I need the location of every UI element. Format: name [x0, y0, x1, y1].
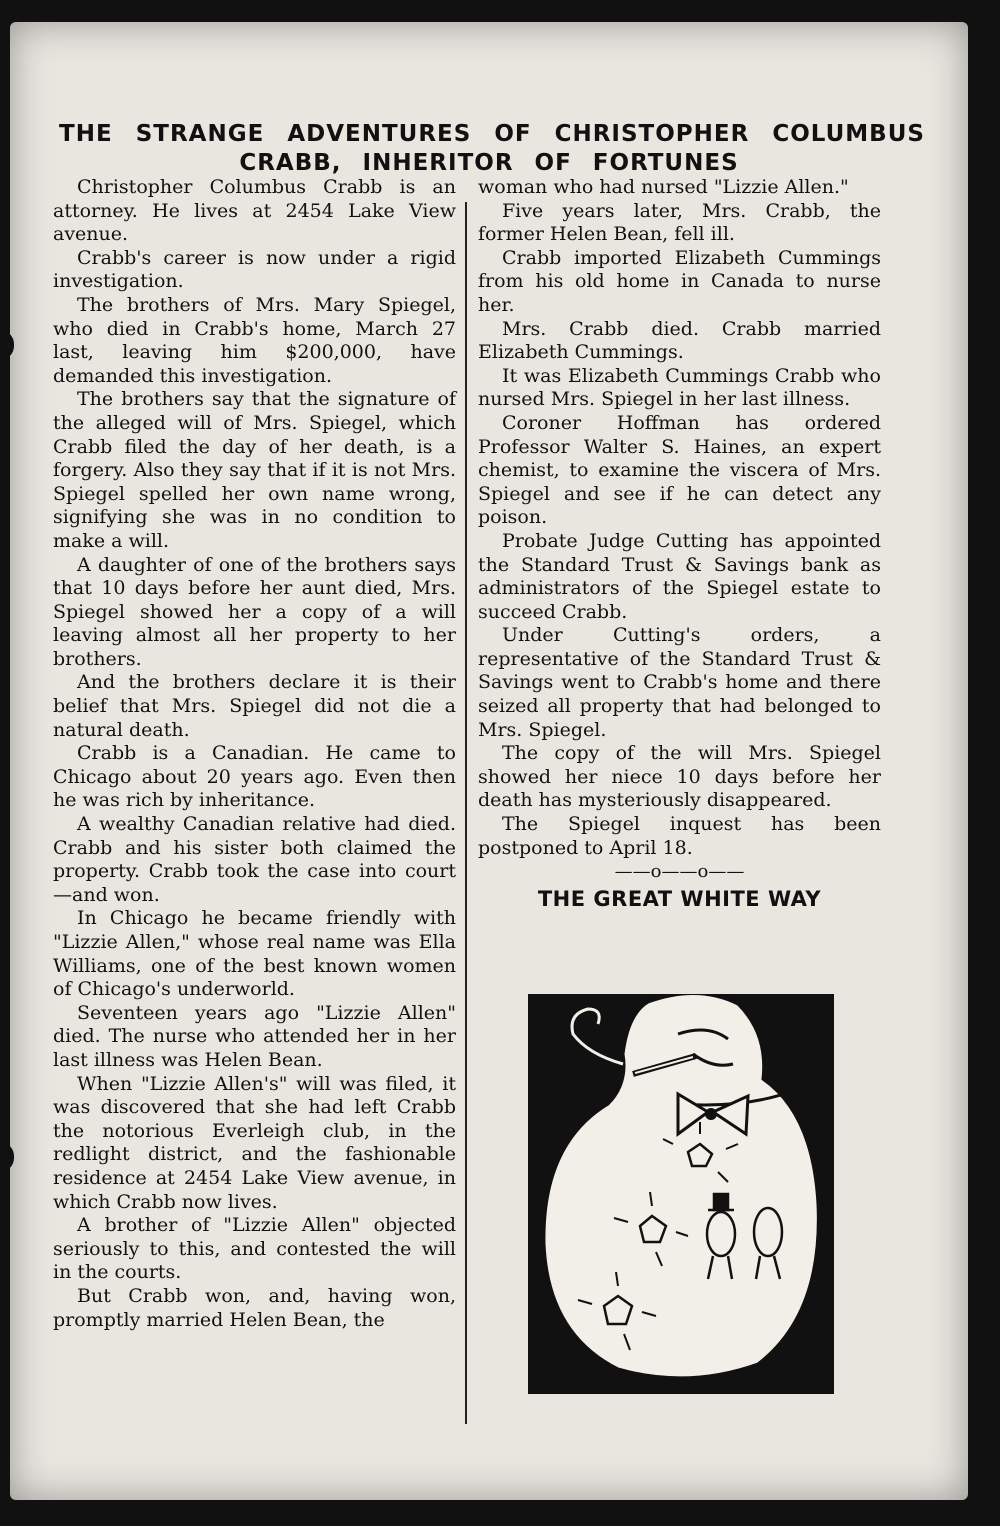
- headline: [10, 120, 968, 178]
- right-column: [478, 176, 881, 911]
- paragraph: In Chicago he became friendly with "Lizzie Allen," whose real name was Ella Williams, one of the best known women of Chicago's underworld.: [53, 907, 456, 1001]
- paragraph: A brother of "Lizzie Allen" objected seriously to this, and contested the will in the courts.: [53, 1214, 456, 1284]
- paragraph: Probate Judge Cutting has appointed the Standard Trust & Savings bank as administrators of the Spiegel estate to succeed Crabb.: [478, 529, 881, 623]
- paragraph: The brothers of Mrs. Mary Spiegel, who died in Crabb's home, March 27 last, leaving him $200,000, have demanded this investigation.: [53, 293, 456, 387]
- paragraph: When "Lizzie Allen's" will was filed, it was discovered that she had left Crabb the notorious Everleigh club, in the redlight district, and the fashionable residence at 2454 Lake View avenue, in which Crabb now lives.: [53, 1072, 456, 1213]
- paragraph: Mrs. Crabb died. Crabb married Elizabeth Cummings.: [478, 317, 881, 364]
- headline-line-1: THE STRANGE ADVENTURES OF CHRISTOPHER COLUMBUS: [59, 121, 925, 147]
- paragraph: And the brothers declare it is their belief that Mrs. Spiegel did not die a natural death.: [53, 671, 456, 741]
- cartoon-drawing: [528, 994, 834, 1394]
- paragraph: A daughter of one of the brothers says that 10 days before her aunt died, Mrs. Spiegel showed her a copy of a will leaving almost all her property to her brothers.: [53, 553, 456, 670]
- headline-line-2: CRABB, INHERITOR OF FORTUNES: [239, 150, 739, 176]
- cartoon-signature: LEET.: [776, 1349, 823, 1368]
- paragraph: But Crabb won, and, having won, promptly married Helen Bean, the: [53, 1284, 456, 1331]
- column-rule: [465, 202, 467, 1424]
- paragraph: A wealthy Canadian relative had died. Crabb and his sister both claimed the property. Crabb took the case into court—and won.: [53, 813, 456, 906]
- paragraph: The brothers say that the signature of the alleged will of Mrs. Spiegel, which Crabb filed the day of her death, is a forgery. Also they say that if it is not Mrs. Spiegel spelled her own name wrong, signifying she was in no condition to make a will.: [53, 388, 456, 552]
- paragraph: Five years later, Mrs. Crabb, the former Helen Bean, fell ill.: [478, 199, 881, 246]
- paragraph: Crabb is a Canadian. He came to Chicago about 20 years ago. Even then he was rich by inheritance.: [53, 742, 456, 812]
- paragraph: Seventeen years ago "Lizzie Allen" died. The nurse who attended her in her last illness was Helen Bean.: [53, 1001, 456, 1071]
- left-column: [53, 176, 456, 1332]
- cartoon-illustration: [528, 994, 834, 1394]
- paragraph: The copy of the will Mrs. Spiegel showed her niece 10 days before her death has mysteriously disappeared.: [478, 742, 881, 812]
- paragraph: Crabb imported Elizabeth Cummings from his old home in Canada to nurse her.: [478, 246, 881, 316]
- paragraph: The Spiegel inquest has been postponed to April 18.: [478, 813, 881, 859]
- paragraph-continued: woman who had nursed "Lizzie Allen.": [478, 176, 849, 198]
- paragraph: Under Cutting's orders, a representative of the Standard Trust & Savings went to Crabb's home and there seized all property that had belonged to Mrs. Spiegel.: [478, 624, 881, 741]
- paragraph: Christopher Columbus Crabb is an attorney. He lives at 2454 Lake View avenue.: [53, 176, 456, 246]
- paragraph: Coroner Hoffman has ordered Professor Walter S. Haines, an expert chemist, to examine the viscera of Mrs. Spiegel and see if he can detect any poison.: [478, 411, 881, 529]
- newspaper-page: [10, 22, 968, 1500]
- cartoon-title: THE GREAT WHITE WAY: [537, 886, 822, 911]
- paragraph: It was Elizabeth Cummings Crabb who nursed Mrs. Spiegel in her last illness.: [478, 364, 881, 411]
- separator: ——o——o——: [614, 861, 745, 883]
- paragraph: Crabb's career is now under a rigid investigation.: [53, 246, 456, 293]
